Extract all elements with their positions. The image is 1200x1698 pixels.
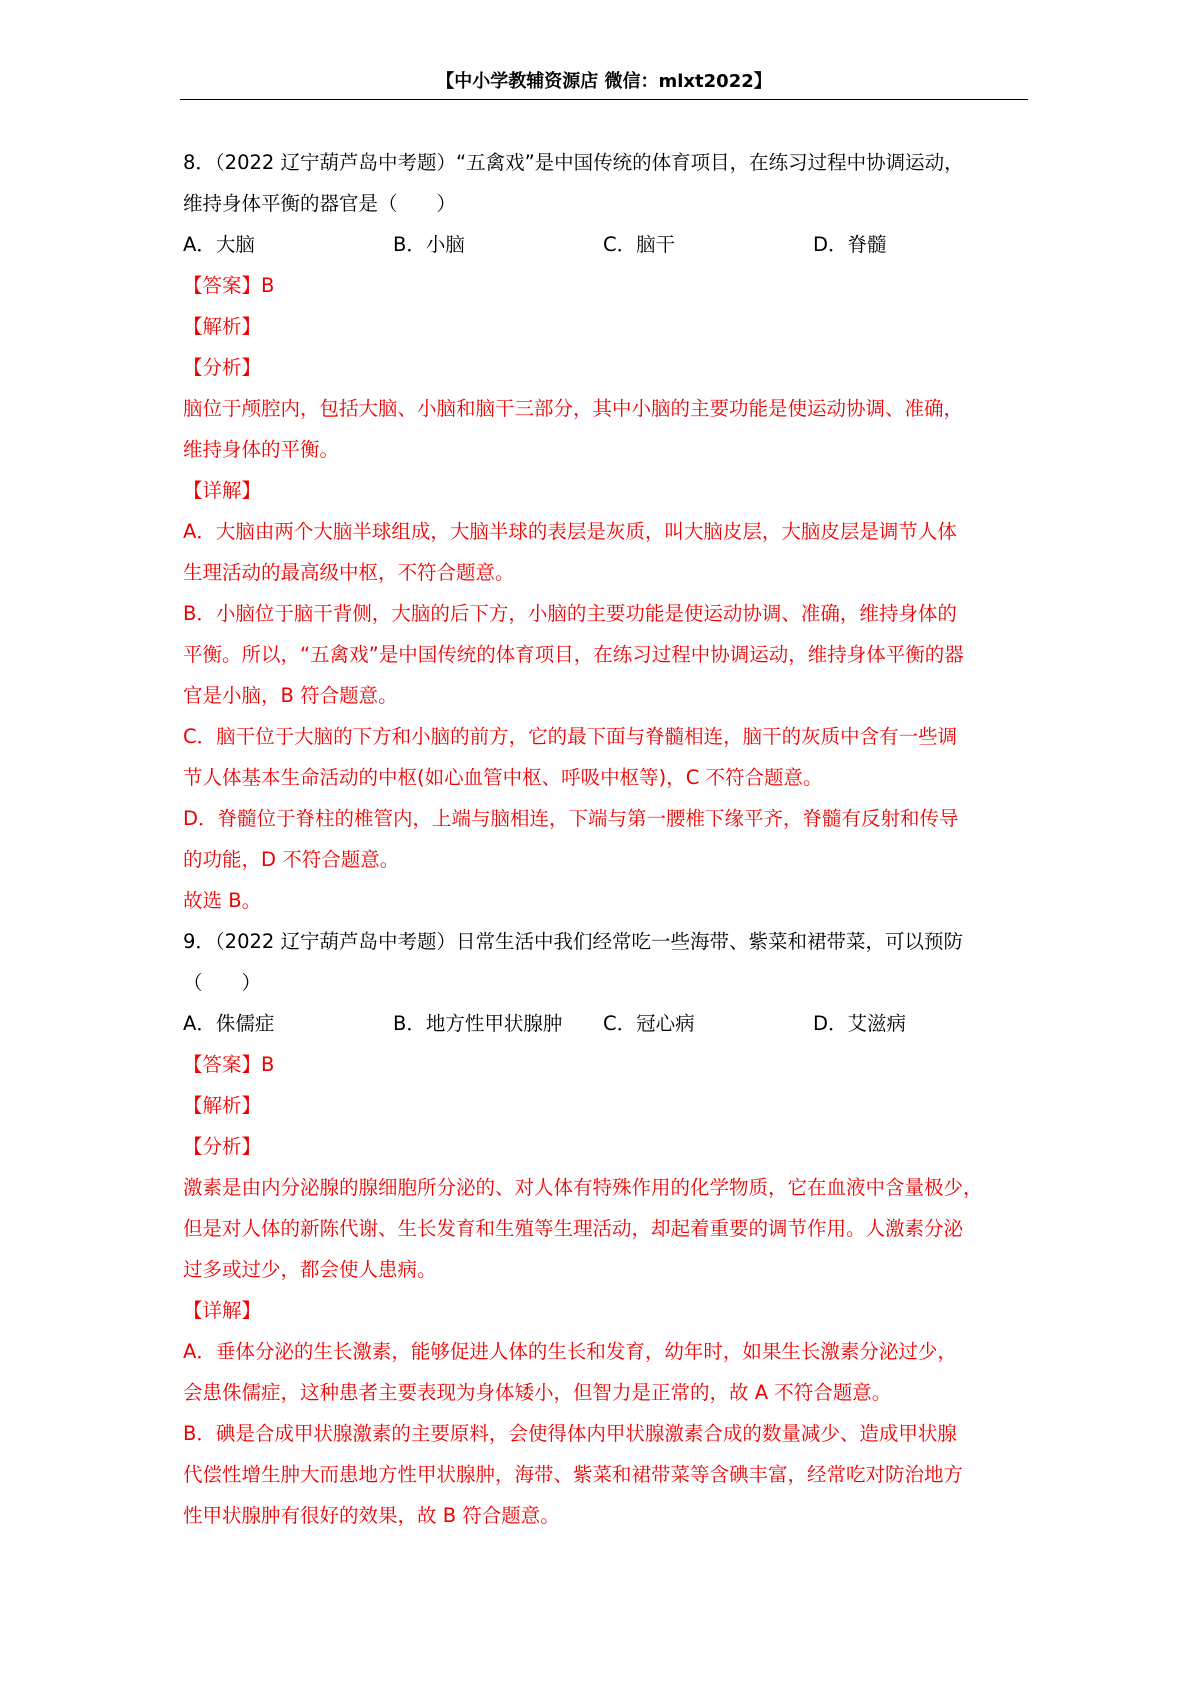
q9-xiangjie-line: A．垂体分泌的生长激素，能够促进人体的生长和发育，幼年时，如果生长激素分泌过少， xyxy=(183,1340,957,1363)
q9-option-a: A．侏儒症 xyxy=(183,1012,275,1035)
q8-options xyxy=(183,224,1028,265)
q9-stem-line: （ ） xyxy=(183,971,262,994)
q8-stem-line: 8．（2022 辽宁葫芦岛中考题）“五禽戏”是中国传统的体育项目，在练习过程中协调运动， xyxy=(183,151,964,174)
q8-fenxi-label: 【分析】 xyxy=(183,356,262,379)
q8-xiangjie-line: 的功能，D 不符合题意。 xyxy=(183,848,400,871)
q9-xiangjie-line: B．碘是合成甲状腺激素的主要原料，会使得体内甲状腺激素合成的数量减少、造成甲状腺 xyxy=(183,1422,957,1445)
q8-jiexi-label: 【解析】 xyxy=(183,315,262,338)
q9-option-c: C．冠心病 xyxy=(603,1012,695,1035)
q9-xiangjie-line: 代偿性增生肿大而患地方性甲状腺肿，海带、紫菜和裙带菜等含碘丰富，经常吃对防治地方 xyxy=(183,1463,964,1486)
q9-answer: 【答案】B xyxy=(183,1053,275,1076)
q9-stem-line: 9．（2022 辽宁葫芦岛中考题）日常生活中我们经常吃一些海带、紫菜和裙带菜，可以预防 xyxy=(183,930,963,953)
q8-conclusion: 故选 B。 xyxy=(183,889,262,912)
q8-option-d: D．脊髓 xyxy=(813,233,887,256)
q8-option-b: B．小脑 xyxy=(393,233,465,256)
q8-xiangjie-line: 节人体基本生命活动的中枢(如心血管中枢、呼吸中枢等)，C 不符合题意。 xyxy=(183,766,823,789)
q8-xiangjie-label: 【详解】 xyxy=(183,479,262,502)
q9-xiangjie-line: 会患侏儒症，这种患者主要表现为身体矮小，但智力是正常的，故 A 不符合题意。 xyxy=(183,1381,892,1404)
q9-options xyxy=(183,1003,1028,1044)
q8-xiangjie-line: D．脊髓位于脊柱的椎管内，上端与脑相连，下端与第一腰椎下缘平齐，脊髓有反射和传导 xyxy=(183,807,959,830)
q9-jiexi-label: 【解析】 xyxy=(183,1094,262,1117)
q8-option-a: A．大脑 xyxy=(183,233,255,256)
page-header: 【中小学教辅资源店 微信：mlxt2022】 xyxy=(436,71,772,92)
document-body xyxy=(183,142,1028,1536)
q8-xiangjie-line: 官是小脑，B 符合题意。 xyxy=(183,684,398,707)
q9-option-b: B．地方性甲状腺肿 xyxy=(393,1012,563,1035)
q8-xiangjie-line: 平衡。所以，“五禽戏”是中国传统的体育项目，在练习过程中协调运动，维持身体平衡的器 xyxy=(183,643,964,666)
q8-xiangjie-line: 生理活动的最高级中枢，不符合题意。 xyxy=(183,561,515,584)
q8-xiangjie-line: C．脑干位于大脑的下方和小脑的前方，它的最下面与脊髓相连，脑干的灰质中含有一些调 xyxy=(183,725,958,748)
q9-xiangjie-label: 【详解】 xyxy=(183,1299,262,1322)
q8-stem-line: 维持身体平衡的器官是（ ） xyxy=(183,192,457,215)
header-rule xyxy=(180,99,1028,100)
q9-fenxi-line: 激素是由内分泌腺的腺细胞所分泌的、对人体有特殊作用的化学物质，它在血液中含量极少， xyxy=(183,1176,983,1199)
q9-xiangjie-line: 性甲状腺肿有很好的效果，故 B 符合题意。 xyxy=(183,1504,560,1527)
q9-fenxi-line: 过多或过少，都会使人患病。 xyxy=(183,1258,437,1281)
q8-fenxi-line: 维持身体的平衡。 xyxy=(183,438,340,461)
q9-fenxi-label: 【分析】 xyxy=(183,1135,262,1158)
q8-fenxi-line: 脑位于颅腔内，包括大脑、小脑和脑干三部分，其中小脑的主要功能是使运动协调、准确， xyxy=(183,397,964,420)
q9-fenxi-line: 但是对人体的新陈代谢、生长发育和生殖等生理活动，却起着重要的调节作用。人激素分泌 xyxy=(183,1217,964,1240)
q8-answer: 【答案】B xyxy=(183,274,275,297)
q8-option-c: C．脑干 xyxy=(603,233,676,256)
q8-xiangjie-line: A．大脑由两个大脑半球组成，大脑半球的表层是灰质，叫大脑皮层，大脑皮层是调节人体 xyxy=(183,520,957,543)
q8-xiangjie-line: B．小脑位于脑干背侧，大脑的后下方，小脑的主要功能是使运动协调、准确，维持身体的 xyxy=(183,602,957,625)
q9-option-d: D．艾滋病 xyxy=(813,1012,907,1035)
